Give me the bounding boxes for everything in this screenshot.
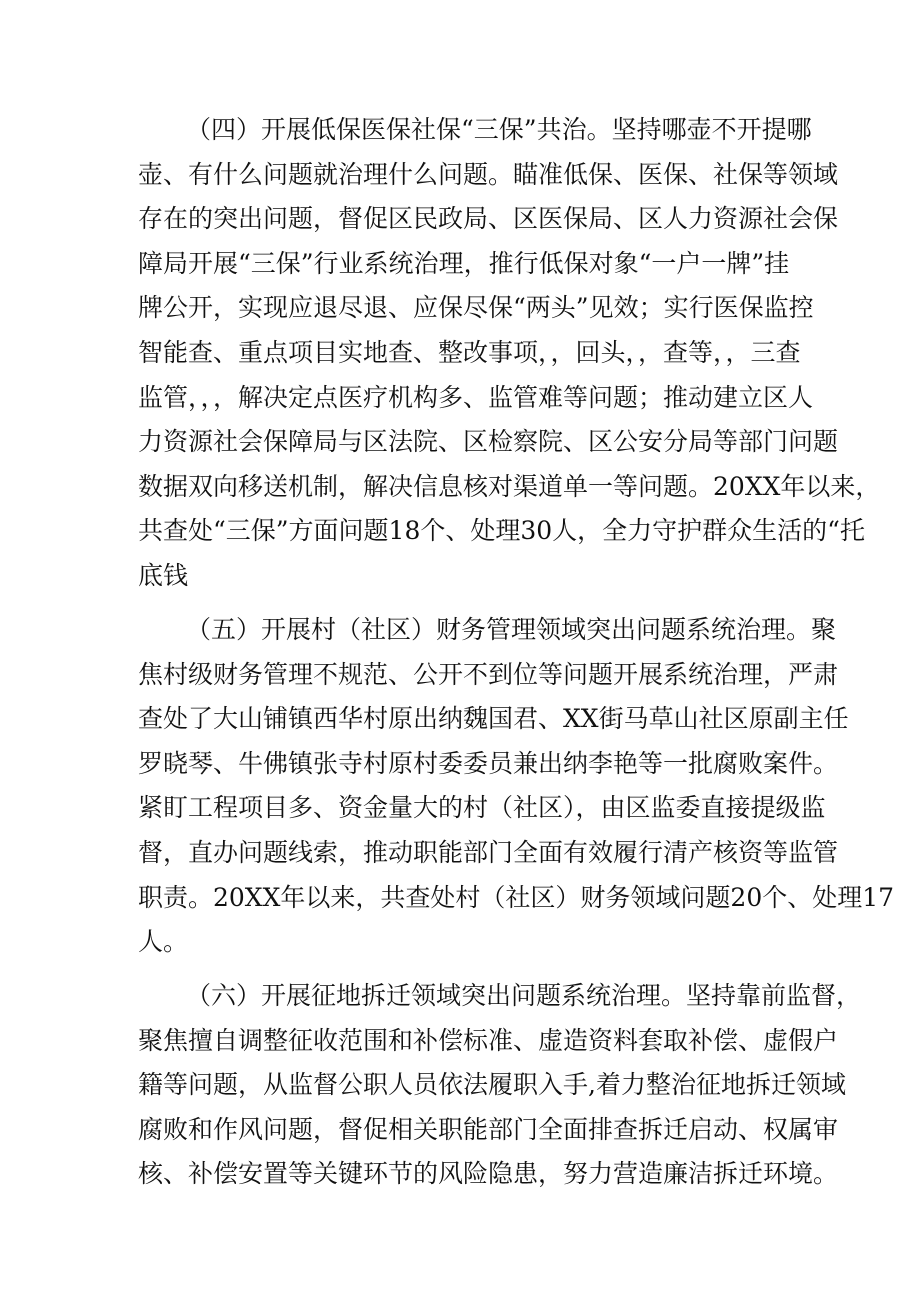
text-line: （五）开展村（社区）财务管理领域突出问题系统治理。聚 [186, 615, 837, 644]
text-line: 职责。20XX年以来，共查处村（社区）财务领域问题20个、处理17 [138, 882, 895, 912]
text-line: 牌公开，实现应退尽退、应保尽保“两头”见效；实行医保监控 [138, 293, 814, 323]
paragraph-section-5 [138, 608, 895, 965]
text-line: 腐败和作风问题，督促相关职能部门全面排查拆迁启动、权属审 [138, 1114, 839, 1144]
text-line: 障局开展“三保”行业系统治理，推行低保对象“一户一牌”挂 [138, 248, 790, 278]
text-line: 核、补偿安置等关键环节的风险隐患，努力营造廉洁拆迁环境。 [138, 1159, 839, 1189]
text-line: 聚焦擅自调整征收范围和补偿标准、虚造资料套取补偿、虚假户 [138, 1025, 839, 1055]
text-line: 数据双向移送机制，解决信息核对渠道单一等问题。20XX年以来， [138, 471, 881, 501]
text-line: 督，直办问题线索，推动职能部门全面有效履行清产核资等监管 [138, 837, 839, 867]
text-line: 监管，，，解决定点医疗机构多、监管难等问题；推动建立区人 [138, 382, 814, 412]
text-line: 人。 [138, 927, 189, 957]
text-line: 存在的突出问题，督促区民政局、区医保局、区人力资源社会保 [138, 204, 839, 234]
text-line: 底钱 [138, 560, 189, 590]
text-line: 焦村级财务管理不规范、公开不到位等问题开展系统治理，严肃 [138, 659, 839, 689]
text-line: 籍等问题，从监督公职人员依法履职入手,着力整治征地拆迁领域 [138, 1070, 846, 1100]
text-line: 罗晓琴、牛佛镇张寺村原村委委员兼出纳李艳等一批腐败案件。 [138, 748, 839, 778]
text-line: （四）开展低保医保社保“三保”共治。坚持哪壶不开提哪 [186, 115, 812, 144]
text-line: 力资源社会保障局与区法院、区检察院、区公安分局等部门问题 [138, 427, 839, 457]
text-line: （六）开展征地拆迁领域突出问题系统治理。坚持靠前监督， [186, 981, 862, 1010]
paragraph-section-4 [138, 108, 881, 599]
text-line: 紧盯工程项目多、资金量大的村（社区），由区监委直接提级监 [138, 793, 826, 823]
paragraph-section-6 [138, 974, 862, 1197]
text-line: 查处了大山铺镇西华村原出纳魏国君、XX街马草山社区原副主任 [138, 704, 849, 734]
text-line: 智能查、重点项目实地查、整改事项，，回头，，查等，，三查 [138, 337, 801, 367]
text-line: 共查处“三保”方面问题18个、处理30人，全力守护群众生活的“托 [138, 516, 865, 546]
text-line: 壶、有什么问题就治理什么问题。瞄准低保、医保、社保等领域 [138, 159, 839, 189]
